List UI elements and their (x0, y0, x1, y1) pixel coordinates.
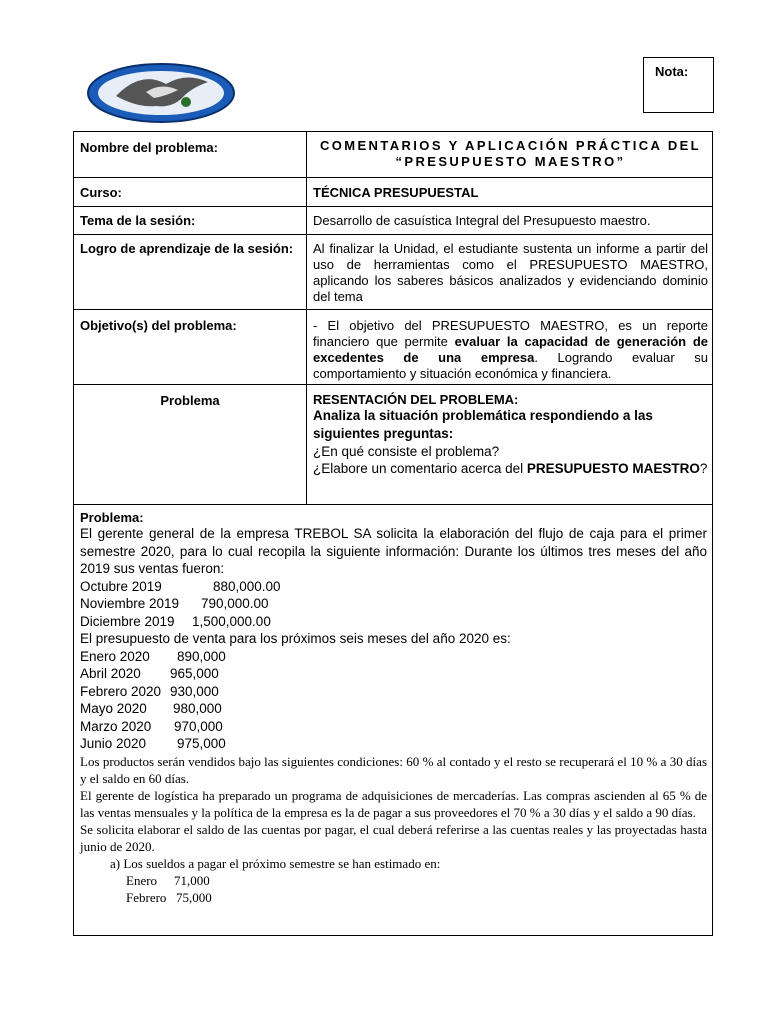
question-2-bold: PRESUPUESTO MAESTRO (526, 461, 700, 476)
learning-goal-label: Logro de aprendizaje de la sesión: (80, 241, 294, 256)
course-label: Curso: (80, 185, 122, 200)
sales-conditions: Los productos serán vendidos bajo las siguientes condiciones: 60 % al contado y el resto se recuperará el 10 % a 30 días y el saldo en 60 días. (80, 753, 707, 786)
presentation-heading: RESENTACIÓN DEL PROBLEMA: (313, 392, 519, 407)
item-a: a) Los sueldos a pagar el próximo semestre se han estimado en: (110, 855, 441, 871)
budget-amount: 965,000 (170, 666, 219, 681)
list-item (80, 595, 707, 613)
past-sales-month: Diciembre 2019 (80, 613, 175, 629)
problem-statement (80, 511, 707, 906)
list-item (80, 683, 707, 701)
salary-month: Febrero (126, 889, 167, 905)
grade-label: Nota: (655, 64, 689, 79)
objective-value (313, 318, 708, 382)
session-topic-value: Desarrollo de casuística Integral del Presupuesto maestro. (313, 213, 651, 228)
purchase-program: El gerente de logística ha preparado un programa de adquisiciones de mercaderías. Las compras ascienden al 65 % de las ventas mensuales y la política de la empresa es la de pagar a sus proveedores el 70 % a 30 días y el saldo a 90 días. (80, 787, 707, 820)
question-2-suffix: ? (699, 461, 708, 476)
problem-label: Problema (160, 393, 220, 408)
list-item (80, 735, 707, 753)
past-sales-amount: 1,500,000.00 (192, 613, 271, 629)
problem-heading: Problema: (80, 510, 144, 525)
institution-logo (86, 62, 236, 124)
budget-month: Marzo 2020 (80, 718, 152, 734)
column-divider (306, 132, 307, 504)
salary-amount: 75,000 (176, 889, 212, 905)
question-2 (313, 460, 708, 477)
objective-text-1: - El objetivo del PRESUPUESTO MAESTRO, es un reporte financiero que permite (313, 318, 708, 349)
row-divider (74, 309, 712, 310)
list-item (126, 889, 707, 906)
list-item (126, 872, 707, 889)
budget-amount: 970,000 (174, 718, 223, 734)
list-item (80, 613, 707, 631)
question-1: ¿En qué consiste el problema? (313, 444, 500, 459)
problem-presentation (313, 393, 708, 477)
list-item (80, 700, 707, 718)
grade-box[interactable] (643, 57, 714, 113)
presentation-instruction: Analiza la situación problemática respondiendo a las siguientes preguntas: (313, 408, 653, 441)
row-divider (74, 384, 712, 385)
past-sales-month: Octubre 2019 (80, 578, 162, 594)
budget-amount: 975,000 (177, 736, 226, 751)
list-item (80, 578, 707, 596)
list-item (80, 718, 707, 736)
budget-month: Enero 2020 (80, 648, 150, 664)
budget-month: Junio 2020 (80, 736, 147, 751)
objective-label: Objetivo(s) del problema: (80, 318, 237, 333)
objective-text-2: . Logrando evaluar su comportamiento y situación económica y financiera. (313, 350, 708, 381)
past-sales-month: Noviembre 2019 (80, 596, 180, 611)
session-topic-label: Tema de la sesión: (80, 213, 196, 228)
list-item (80, 648, 707, 666)
row-divider (74, 206, 712, 207)
past-sales-amount: 880,000.00 (213, 578, 281, 594)
past-sales-list (80, 578, 707, 631)
problem-sheet (73, 131, 713, 936)
salaries-list (80, 872, 707, 906)
course-value: TÉCNICA PRESUPUESTAL (313, 185, 479, 200)
salary-month: Enero (126, 872, 158, 888)
budget-intro: El presupuesto de venta para los próximos seis meses del año 2020 es: (80, 631, 511, 646)
row-divider (74, 504, 712, 505)
list-item (80, 665, 707, 683)
budget-month: Mayo 2020 (80, 701, 147, 716)
past-sales-amount: 790,000.00 (201, 596, 269, 611)
problem-intro: El gerente general de la empresa TREBOL SA solicita la elaboración del flujo de caja para el primer semestre 2020, para lo cual recopila la siguiente información: Durante los últimos tres meses del año 2019 sus ventas fueron: (80, 526, 707, 576)
question-2-prefix: ¿Elabore un comentario acerca del (313, 461, 527, 476)
budget-list (80, 648, 707, 753)
salary-amount: 71,000 (174, 872, 210, 888)
objective-text-bold: evaluar la capacidad de generación de excedentes de una empresa (313, 334, 708, 365)
row-divider (74, 177, 712, 178)
payables-request: Se solicita elaborar el saldo de las cuentas por pagar, el cual deberá referirse a las cuentas reales y las proyectadas hasta junio de 2020. (80, 821, 707, 854)
budget-amount: 980,000 (173, 701, 222, 716)
learning-goal-value: Al finalizar la Unidad, el estudiante sustenta un informe a partir del uso de herramientas como el PRESUPUESTO MAESTRO, aplicando los saberes básicos analizados y evidenciando dominio del tema (313, 241, 708, 304)
budget-month: Abril 2020 (80, 666, 141, 681)
problem-name-label: Nombre del problema: (80, 140, 218, 155)
budget-month: Febrero 2020 (80, 683, 162, 699)
budget-amount: 890,000 (177, 648, 226, 664)
budget-amount: 930,000 (170, 683, 219, 699)
row-divider (74, 234, 712, 235)
problem-title: COMENTARIOS Y APLICACIÓN PRÁCTICA DEL “PRESUPUESTO MAESTRO” (319, 138, 702, 169)
